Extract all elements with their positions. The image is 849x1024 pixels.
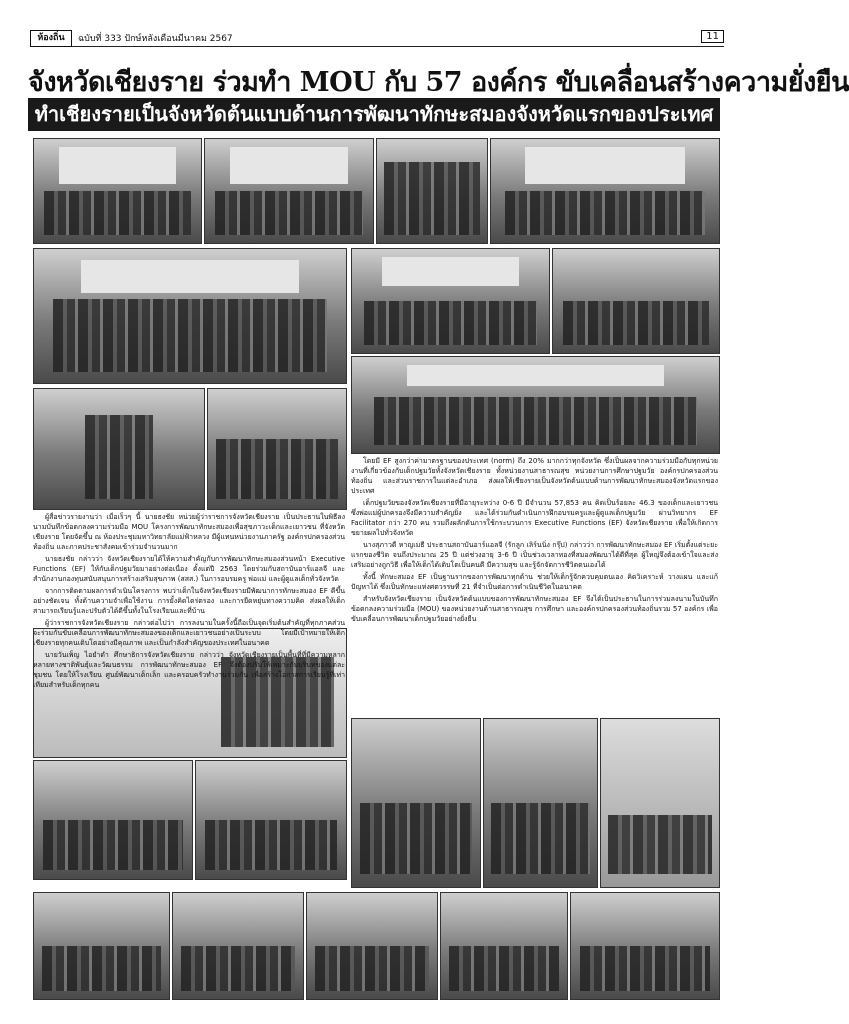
paragraph: ผู้ว่าราชการจังหวัดเชียงราย กล่าวต่อไปว่า การลงนามในครั้งนี้ถือเป็นจุดเริ่มต้นสำคัญที่ทุกภาคส่วนจะร่วมกันขับเคลื่อนการพัฒนาทักษะสมองของเด็กและเยาวชนอย่างเป็นระบบ โดยมีเป้าหมายให้เด็กเชียงรายทุกคนเติบโตอย่างมีคุณภาพ และเป็นกำลังสำคัญของประเทศในอนาคต [33, 619, 345, 647]
photo-symposium-banner [600, 718, 720, 888]
photo-booth-3 [351, 718, 481, 888]
photo-group-certificates-1 [351, 248, 550, 354]
paragraph: ทั้งนี้ ทักษะสมอง EF เป็นฐานรากของการพัฒนาทุกด้าน ช่วยให้เด็กรู้จักควบคุมตนเอง คิดวิเคราะห์ วางแผน และแก้ปัญหาได้ ซึ่งเป็นทักษะแห่งศตวรรษที่ 21 ที่จำเป็นต่อการดำเนินชีวิตในอนาคต [351, 573, 718, 591]
paragraph: โดยมี EF สูงกว่าค่ามาตรฐานของประเทศ (norm) ถึง 20% มากกว่าทุกจังหวัด ซึ่งเป็นผลจากความร่วมมือกับทุกหน่วยงานที่เกี่ยวข้องกับเด็กปฐมวัยทั้งจังหวัดเชียงราย ทั้งหน่วยงานสาธารณสุข หน่วยงานการศึกษาปฐมวัย องค์กรปกครองส่วนท้องถิ่น และส่วนราชการในแต่ละอำเภอ ส่งผลให้เชียงรายเป็นจังหวัดต้นแบบด้านการพัฒนาทักษะสมองจังหวัดแรกของประเทศ [351, 457, 718, 495]
photo-booth-2 [195, 760, 347, 880]
photo-bottom-5 [570, 892, 720, 1000]
paragraph: นายวันเพ็ญ ไอยำดำ ศึกษาธิการจังหวัดเชียงราย กล่าวว่า จังหวัดเชียงรายเป็นพื้นที่ที่มีความหลากหลายทางชาติพันธุ์และวัฒนธรรม การพัฒนาทักษะสมอง EF จึงต้องปรับให้เหมาะกับบริบทของแต่ละชุมชน โดยให้โรงเรียน ศูนย์พัฒนาเด็กเล็ก และครอบครัวทำงานร่วมกัน เพื่อสร้างโอกาสการเรียนรู้ที่เท่าเทียมสำหรับเด็กทุกคน [33, 651, 345, 689]
photo-group-ceremony-2 [204, 138, 374, 244]
paragraph: ผู้สื่อข่าวรายงานว่า เมื่อเร็วๆ นี้ นายธงชัย หน่วยผู้ว่าราชการจังหวัดเชียงราย เป็นประธานในพิธีลงนามบันทึกข้อตกลงความร่วมมือ MOU โครงการพัฒนาทักษะสมองเพื่อสุขภาวะเด็กและเยาวชน ที่จังหวัดเชียงราย โดยจัดขึ้น ณ ห้องประชุมมหาวิทยาลัยแม่ฟ้าหลวง มีผู้แทนหน่วยงานภาครัฐ องค์กรปกครองส่วนท้องถิ่น และภาคประชาสังคมเข้าร่วมจำนวนมาก [33, 513, 345, 551]
photo-bottom-4 [440, 892, 568, 1000]
photo-bottom-2 [172, 892, 304, 1000]
subheadline-banner: ทำเชียงรายเป็นจังหวัดต้นแบบด้านการพัฒนาทักษะสมองจังหวัดแรกของประเทศ [28, 98, 720, 131]
paragraph: นายธงชัย กล่าวว่า จังหวัดเชียงรายได้ให้ความสำคัญกับการพัฒนาทักษะสมองส่วนหน้า Executive Functions (EF) ให้กับเด็กปฐมวัยมาอย่างต่อเนื่อง ตั้งแต่ปี 2563 โดยร่วมกับสถาบันอาร์แอลจี และสำนักงานกองทุนสนับสนุนการสร้างเสริมสุขภาพ (สสส.) ในการอบรมครู พ่อแม่ และผู้ดูแลเด็กทั่วจังหวัด [33, 555, 345, 583]
paragraph: สำหรับจังหวัดเชียงราย เป็นจังหวัดต้นแบบของการพัฒนาทักษะสมอง EF จึงได้เป็นประธานในการร่วมลงนามในบันทึกข้อตกลงความร่วมมือ (MOU) ของหน่วยงานด้านสาธารณสุข การศึกษา และองค์กรปกครองส่วนท้องถิ่นรวม 57 องค์กร เพื่อขับเคลื่อนการพัฒนาเด็กปฐมวัยอย่างยั่งยืน [351, 595, 718, 623]
photo-group-certificates-2 [552, 248, 720, 354]
paragraph: จากการติดตามผลการดำเนินโครงการ พบว่าเด็กในจังหวัดเชียงรายมีพัฒนาการทักษะสมอง EF ดีขึ้นอย่างชัดเจน ทั้งด้านความจำเพื่อใช้งาน การยั้งคิดไตร่ตรอง และการยืดหยุ่นทางความคิด ส่งผลให้เด็กสามารถเรียนรู้และปรับตัวได้ดีขึ้นทั้งในโรงเรียนและที่บ้าน [33, 587, 345, 615]
paragraph: เด็กปฐมวัยของจังหวัดเชียงรายที่มีอายุระหว่าง 0-6 ปี มีจำนวน 57,853 คน คิดเป็นร้อยละ 46.3 ของเด็กและเยาวชน ซึ่งพ่อแม่ผู้ปกครองจึงมีความสำคัญยิ่ง และได้ร่วมกันดำเนินการฝึกอบรมครูและผู้ดูแลเด็กปฐมวัย ผ่านวิทยากร EF Facilitator กว่า 270 คน รวมถึงผลักดันการใช้กระบวนการ Executive Functions (EF) จังหวัดเชียงราย เพื่อให้เกิดการขยายผลไปทั่วจังหวัด [351, 499, 718, 537]
photo-hall-visitors [483, 718, 598, 888]
photo-booth-1 [33, 760, 193, 880]
newspaper-logo: ห้องถิ่น [30, 30, 72, 47]
photo-mou-signers [33, 248, 347, 384]
headline: จังหวัดเชียงราย ร่วมทำ MOU กับ 57 องค์กร ขับเคลื่อนสร้างความยั่งยืน [28, 67, 849, 98]
page-number: 11 [701, 30, 724, 43]
photo-speaker [33, 388, 205, 510]
issue-info: ฉบับที่ 333 ปักษ์หลังเดือนมีนาคม 2567 [78, 34, 233, 44]
photo-students-performance [207, 388, 347, 510]
page-header [30, 30, 724, 47]
photo-bottom-3 [306, 892, 438, 1000]
photo-group-ceremony-1 [33, 138, 202, 244]
photo-bottom-1 [33, 892, 170, 1000]
article-column-left [33, 512, 345, 689]
photo-stage-group [490, 138, 720, 244]
paragraph: นางสุภาวดี หาญเมธี ประธานสถาบันอาร์แอลจี (รักลูก เลิร์นนิ่ง กรุ๊ป) กล่าวว่า การพัฒนาทักษะสมอง EF เริ่มตั้งแต่ระยะแรกของชีวิต จนถึงประมาณ 25 ปี แต่ช่วงอายุ 3-6 ปี เป็นช่วงเวลาทองที่สมองพัฒนาได้ดีที่สุด ผู้ใหญ่จึงต้องเข้าใจและส่งเสริมอย่างถูกวิธี เพื่อให้เด็กได้เติบโตเป็นคนดี มีความสุข และรู้จักจัดการชีวิตตนเองได้ [351, 541, 718, 569]
article-column-right-body [351, 456, 718, 714]
photo-award-presentation [376, 138, 488, 244]
photo-audience [351, 356, 720, 454]
